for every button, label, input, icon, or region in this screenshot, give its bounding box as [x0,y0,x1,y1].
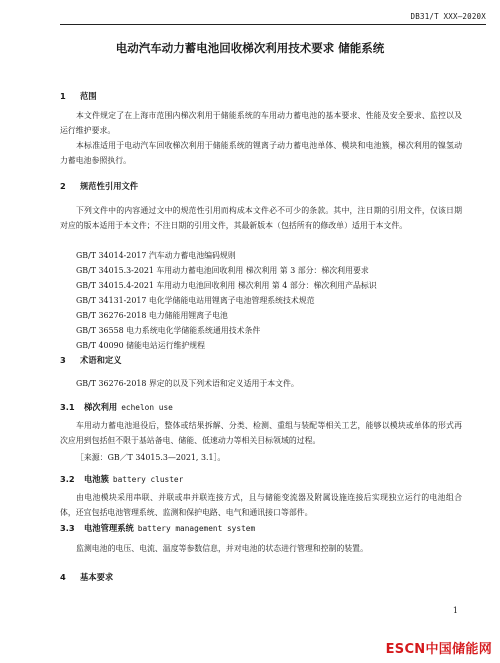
references-intro: 下列文件中的内容通过文中的规范性引用而构成本文件必不可少的条款。其中，注日期的引用文件，仅该日期对应的版本适用于本文件；不注日期的引用文件，其最新版本（包括所有的修改单）适用于本文件。 [60,206,462,230]
scope-paragraph-1: 本文件规定了在上海市范围内梯次利用于储能系统的车用动力蓄电池的基本要求、性能及安全要求、监控以及运行维护要求。 [60,111,462,135]
term-english: echelon use [121,403,173,412]
term-3-1-heading [60,401,173,413]
section-3-heading [60,354,122,366]
section-number: 4 [60,572,66,582]
term-number: 3.2 [60,474,75,484]
section-title: 规范性引用文件 [80,181,139,191]
reference-item: GB/T 34014-2017 汽车动力蓄电池编码规则 [76,251,236,260]
term-3-2-definition: 由电池模块采用串联、并联或串并联连接方式，且与储能变流器及附属设施连接后实现独立运行的电池组合体，还宜包括电池管理系统、监测和保护电路、电气和通讯接口等部件。 [60,493,462,517]
section-title: 基本要求 [80,572,114,582]
document-title: 电动汽车动力蓄电池回收梯次利用技术要求 储能系统 [115,41,385,55]
reference-item: GB/T 36558 电力系统电化学储能系统通用技术条件 [76,326,261,335]
term-number: 3.1 [60,402,75,412]
standard-code: DB31/T XXX—2020X [410,12,486,21]
term-3-3-heading [60,522,255,534]
section-1-heading [60,90,97,102]
escn-logo: ESCN中国储能网 [385,642,492,657]
section-number: 1 [60,91,66,101]
term-number: 3.3 [60,523,75,533]
section-title: 术语和定义 [80,355,122,365]
term-3-1-source: ［来源：GB／T 34015.3—2021, 3.1］。 [76,453,226,462]
scope-paragraph-2: 本标准适用于电动汽车回收梯次利用于储能系统的锂离子动力蓄电池单体、模块和电池簇，梯次利用的镍氢动力蓄电池参照执行。 [60,141,462,165]
term-3-3-definition: 监测电池的电压、电流、温度等参数信息，并对电池的状态进行管理和控制的装置。 [76,544,368,553]
reference-item: GB/T 34015.3-2021 车用动力蓄电池回收利用 梯次利用 第 3 部分：梯次利用要求 [76,266,369,275]
section-number: 3 [60,355,66,365]
term-name: 梯次利用 [84,402,118,412]
reference-item: GB/T 34015.4-2021 车用动力电池回收利用 梯次利用 第 4 部分：梯次利用产品标识 [76,281,377,290]
section-number: 2 [60,181,66,191]
term-english: battery management system [137,524,256,533]
term-3-2-heading [60,473,183,485]
reference-item: GB/T 36276-2018 电力储能用锂离子电池 [76,311,228,320]
term-name: 电池簇 [84,474,109,484]
reference-item: GB/T 40090 储能电站运行维护规程 [76,341,206,350]
page-number: 1 [452,606,458,615]
term-english: battery cluster [112,475,184,484]
reference-item: GB/T 34131-2017 电化学储能电站用锂离子电池管理系统技术规范 [76,296,315,305]
terms-intro: GB/T 36276-2018 界定的以及下列术语和定义适用于本文件。 [76,379,299,388]
section-4-heading [60,571,113,583]
section-title: 范围 [80,91,97,101]
header-divider [60,24,486,25]
term-name: 电池管理系统 [84,523,134,533]
term-3-1-definition: 车用动力蓄电池退役后，整体或结果拆解、分类、检测、重组与装配等相关工艺，能够以模块或单体的形式再次应用到包括但不限于基站备电、储能、低速动力等相关目标领域的过程。 [60,421,462,445]
section-2-heading [60,180,138,192]
